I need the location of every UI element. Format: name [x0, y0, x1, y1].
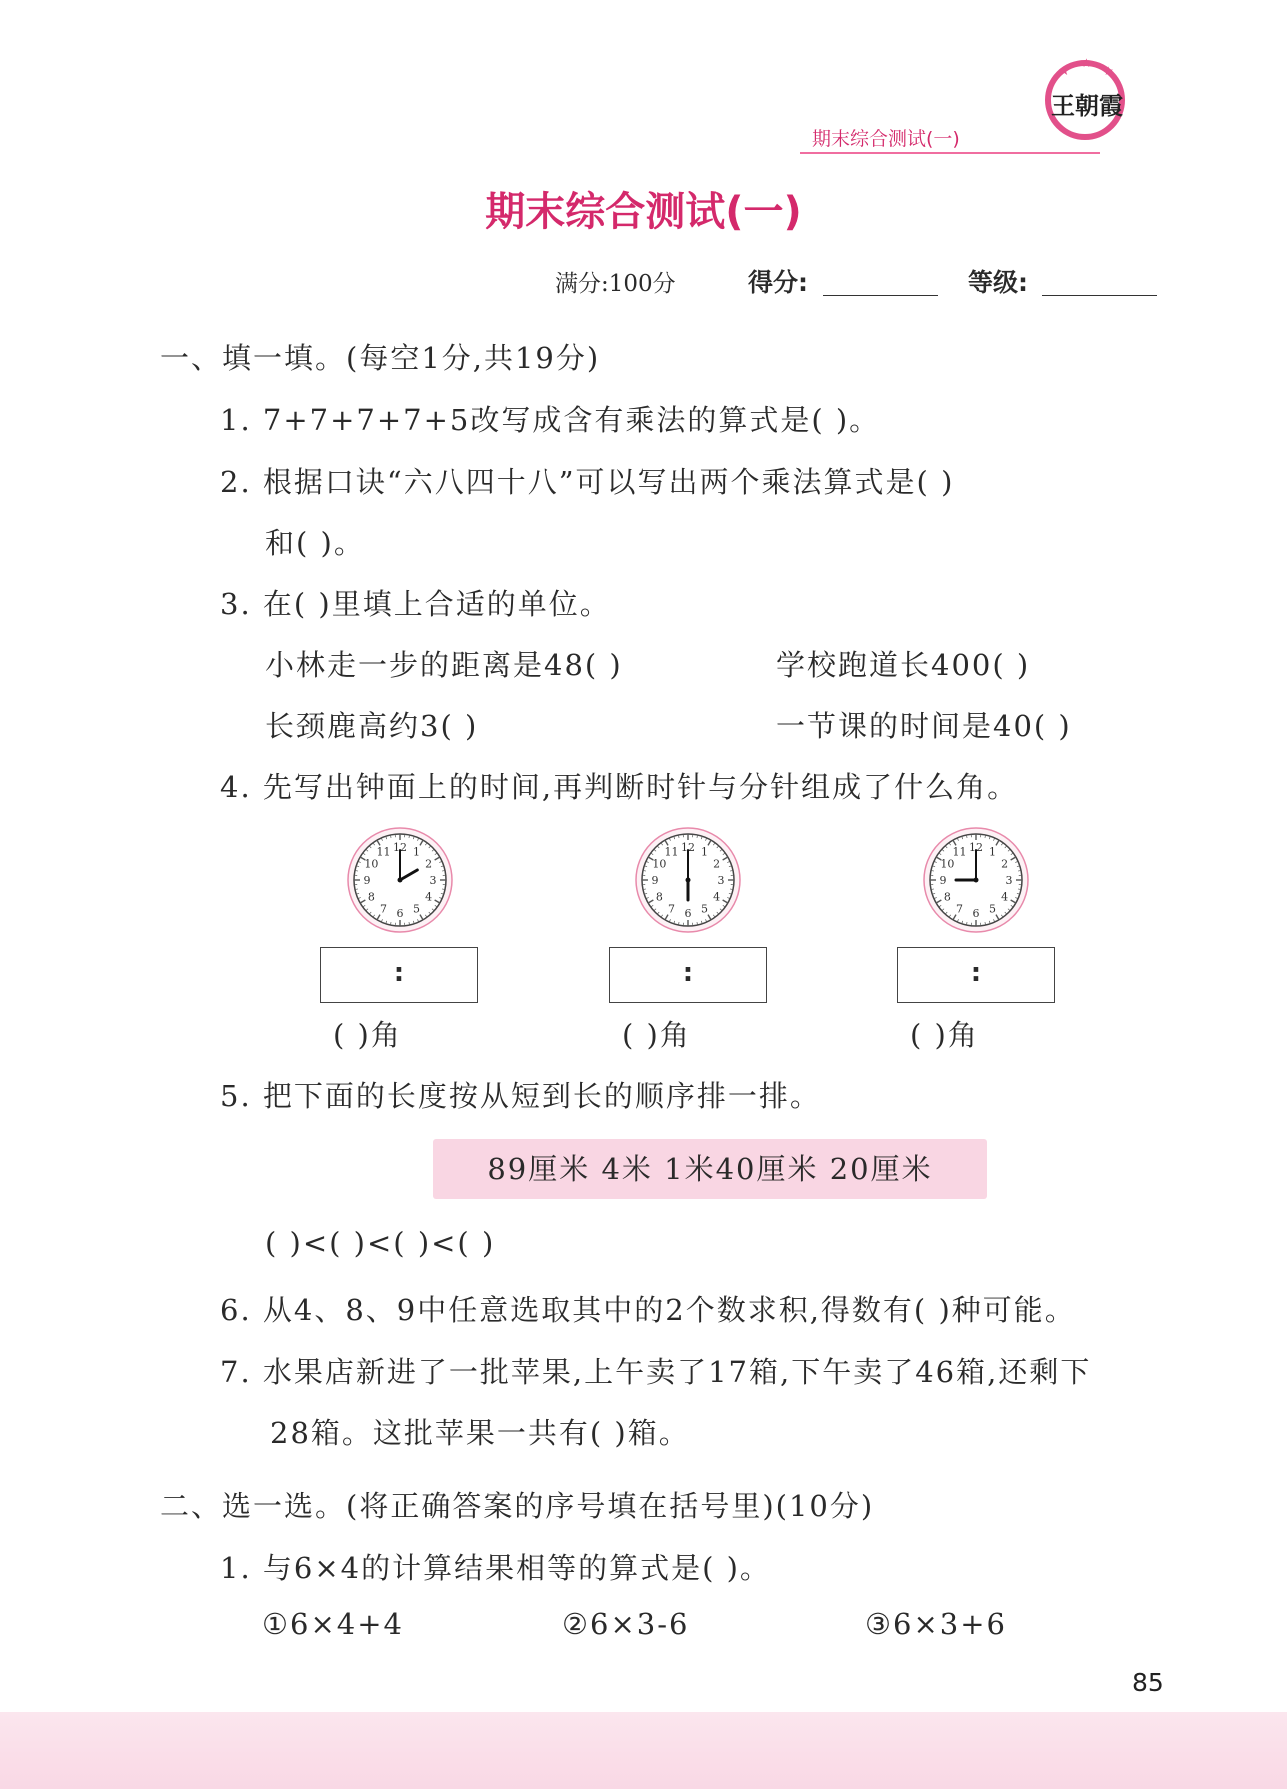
question-2-line2: 和( )。: [265, 526, 365, 560]
time-answer-box[interactable]: :: [609, 947, 767, 1003]
svg-text:9: 9: [363, 874, 371, 887]
svg-text:1: 1: [989, 845, 996, 859]
section1-heading: 一、填一填。(每空1分,共19分): [160, 341, 601, 375]
footer-band: [0, 1712, 1287, 1789]
star-icon: ★: [1103, 64, 1114, 78]
svg-text:3: 3: [717, 874, 725, 887]
svg-text:5: 5: [701, 902, 708, 916]
svg-text:12: 12: [969, 841, 983, 854]
svg-text:12: 12: [393, 841, 407, 854]
question-3-d: 一节课的时间是40( ): [776, 709, 1072, 743]
svg-text:6: 6: [972, 907, 980, 920]
lengths-box: 89厘米 4米 1米40厘米 20厘米: [433, 1139, 987, 1199]
svg-text:10: 10: [940, 857, 955, 871]
question-1: 1. 7+7+7+7+5改写成含有乘法的算式是( )。: [220, 403, 881, 437]
page-number: 85: [1132, 1668, 1164, 1697]
score-blank[interactable]: [823, 267, 938, 296]
svg-text:11: 11: [376, 845, 391, 859]
clock-icon: [922, 826, 1030, 934]
question-3-a: 小林走一步的距离是48( ): [265, 648, 623, 682]
svg-text:11: 11: [664, 845, 679, 859]
clock-icon: [634, 826, 742, 934]
svg-text:10: 10: [364, 857, 379, 871]
svg-text:10: 10: [652, 857, 667, 871]
grade-label: 等级:: [968, 268, 1028, 297]
question-3-c: 长颈鹿高约3( ): [265, 709, 479, 743]
svg-text:3: 3: [1005, 874, 1013, 887]
svg-text:4: 4: [713, 890, 721, 904]
time-answer-box[interactable]: :: [897, 947, 1055, 1003]
option-2: ②6×3-6: [562, 1607, 690, 1641]
svg-text:4: 4: [425, 890, 433, 904]
angle-answer: ( )角: [333, 1018, 402, 1052]
svg-text:9: 9: [651, 874, 659, 887]
clock-icon: [346, 826, 454, 934]
header-section-label: 期末综合测试(一): [812, 128, 960, 150]
header-divider: [800, 152, 1100, 154]
svg-text:7: 7: [668, 902, 675, 916]
section2-question-1: 1. 与6×4的计算结果相等的算式是( )。: [220, 1551, 771, 1585]
svg-text:8: 8: [367, 890, 375, 904]
svg-text:11: 11: [952, 845, 967, 859]
question-3: 3. 在( )里填上合适的单位。: [220, 587, 611, 621]
svg-text:3: 3: [429, 874, 437, 887]
question-4: 4. 先写出钟面上的时间,再判断时针与分针组成了什么角。: [220, 770, 1019, 804]
question-7-line1: 7. 水果店新进了一批苹果,上午卖了17箱,下午卖了46箱,还剩下: [220, 1355, 1092, 1389]
section2-heading: 二、选一选。(将正确答案的序号填在括号里)(10分): [160, 1489, 875, 1523]
question-6: 6. 从4、8、9中任意选取其中的2个数求积,得数有( )种可能。: [220, 1293, 1076, 1327]
svg-text:2: 2: [425, 857, 433, 871]
question-7-line2: 28箱。这批苹果一共有( )箱。: [270, 1416, 690, 1450]
option-1: ①6×4+4: [262, 1607, 404, 1641]
score-label: 得分:: [748, 268, 808, 297]
svg-text:4: 4: [1001, 890, 1009, 904]
angle-answer: ( )角: [910, 1018, 979, 1052]
logo-text: 王朝霞: [1051, 91, 1123, 120]
star-icon: ★: [1081, 56, 1092, 70]
option-3: ③6×3+6: [865, 1607, 1007, 1641]
svg-text:7: 7: [956, 902, 963, 916]
page-title: 期末综合测试(一): [485, 189, 802, 235]
svg-text:8: 8: [943, 890, 951, 904]
question-5: 5. 把下面的长度按从短到长的顺序排一排。: [220, 1079, 821, 1113]
svg-text:6: 6: [684, 907, 692, 920]
svg-text:6: 6: [396, 907, 404, 920]
brand-logo: [1045, 56, 1125, 140]
grade-blank[interactable]: [1042, 267, 1157, 296]
svg-text:7: 7: [380, 902, 387, 916]
svg-text:2: 2: [713, 857, 721, 871]
order-answer-line: ( )<( )<( )<( ): [265, 1226, 496, 1260]
angle-answer: ( )角: [622, 1018, 691, 1052]
question-3-b: 学校跑道长400( ): [776, 648, 1031, 682]
svg-text:2: 2: [1001, 857, 1009, 871]
full-marks: 满分:100分: [555, 271, 676, 297]
question-2-line1: 2. 根据口诀“六八四十八”可以写出两个乘法算式是( ): [220, 465, 955, 499]
svg-text:1: 1: [413, 845, 420, 859]
svg-text:5: 5: [989, 902, 996, 916]
time-answer-box[interactable]: :: [320, 947, 478, 1003]
star-icon: ★: [1059, 64, 1070, 78]
svg-text:8: 8: [655, 890, 663, 904]
svg-text:5: 5: [413, 902, 420, 916]
svg-text:9: 9: [939, 874, 947, 887]
svg-text:12: 12: [681, 841, 695, 854]
svg-text:1: 1: [701, 845, 708, 859]
